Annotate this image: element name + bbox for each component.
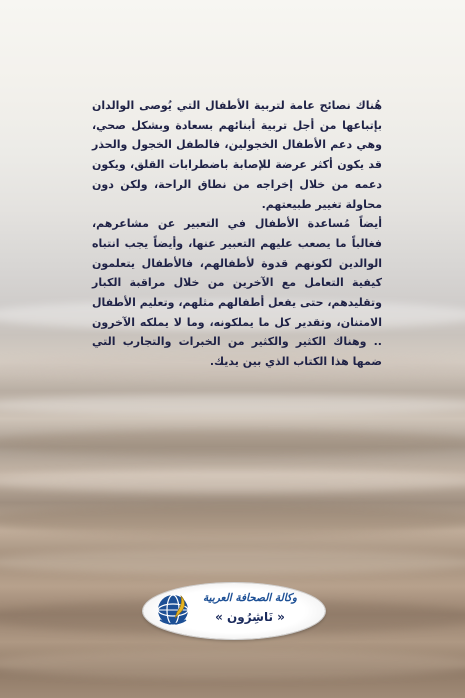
publisher-name: وكالة الصحافة العربية (203, 592, 297, 604)
blurb-paragraph: أيضاً مُساعدة الأطفال في التعبير عن مشاعرهم، فغالباً ما يصعب عليهم التعبير عنها، وأيضاً يجب انتباه الوالدين لكونهم قدوة لأطفالهم، فالأطفال يتعلمون كيفية التعامل مع الآخرين من خلال مراقبة الكبار وتقليدهم، حتى يفعل أطفالهم مثلهم، وتعليم الأطفال الامتنان، وتقدير كل ما يملكونه، وما لا يملكه الآخرون .. وهناك الكثير والكثير من الخبرات والتجارب التي ضمها هذا الكتاب الذي بين يديك. (91, 217, 382, 369)
sand-streak (0, 470, 465, 492)
sand-streak (0, 650, 465, 678)
back-cover-blurb (92, 96, 382, 372)
publisher-subtitle: « نَاشِرُون » (215, 610, 285, 624)
sand-streak (0, 550, 465, 574)
publisher-logo (143, 583, 325, 639)
sand-streak (0, 505, 465, 535)
blurb-paragraph: هُناك نصائح عامة لتربية الأطفال التي يُوصى الوالدان بإتباعها من أجل تربية أبنائهم بسعادة وبشكل صحي، وهي دعم الأطفال الخجولين، فالطفل الخجول والحذر قد يكون أكثر عرضة للإصابة باضطرابات القلق، ويكون دعمه من خلال إخراجه من نطاق الراحة، ولكن دون محاولة تغيير طبيعتهم. (92, 99, 382, 211)
sky-streak (0, 395, 465, 415)
sand-streak (0, 430, 465, 456)
